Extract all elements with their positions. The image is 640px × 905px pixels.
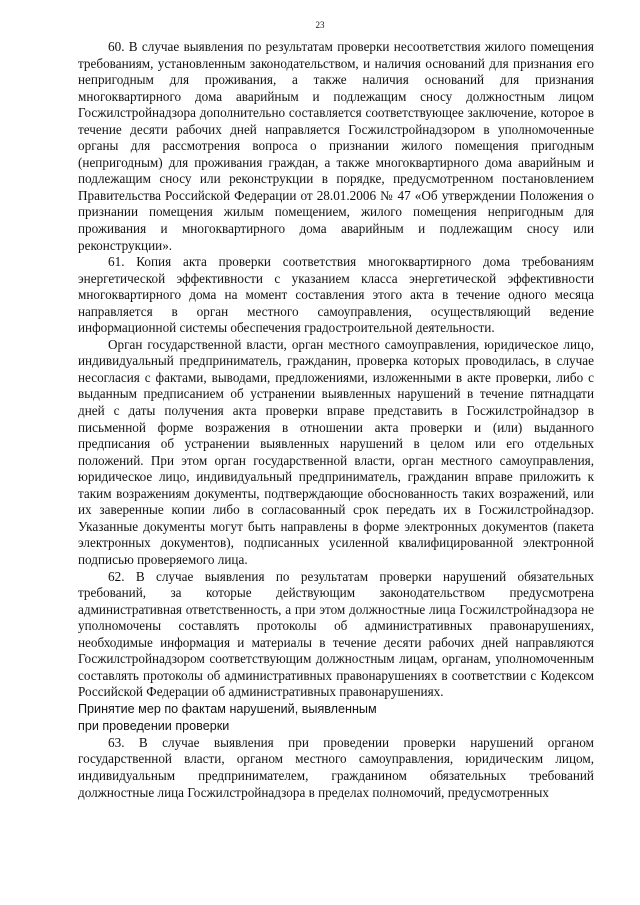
paragraph-63: 63. В случае выявления при проведении проверки нарушений органом государственной власти, органом местного самоуправления, юридическим лицом, индивидуальным предпринимателем, гражданином обязательных требований должностные лица Госжилстройнадзора в пределах полномочий, предусмотренных — [78, 734, 594, 800]
paragraph-objections: Орган государственной власти, орган местного самоуправления, юридическое лицо, индивидуальный предприниматель, гражданин, проверка которых проводилась, в случае несогласия с фактами, выводами, предложениями, изложенными в акте проверки, либо с выданным предписанием об устранении выявленных нарушений в течение пятнадцати дней с даты получения акта проверки вправе представить в Госжилстройнадзор в письменной форме возражения в отношении акта проверки и (или) выданного предписания об устранении выявленных нарушений в целом или его отдельных положений. При этом орган государственной власти, орган местного самоуправления, юридическое лицо, индивидуальный предприниматель, гражданин вправе приложить к таким возражениям документы, подтверждающие обоснованность таких возражений, или их заверенные копии либо в согласованный срок передать их в Госжилстройнадзор. Указанные документы могут быть направлены в форме электронных документов (пакета электронных документов), подписанных усиленной квалифицированной электронной подписью проверяемого лица. — [78, 336, 594, 567]
section-heading — [78, 701, 594, 735]
section-heading-line-2: при проведении проверки — [78, 718, 230, 733]
paragraph-61: 61. Копия акта проверки соответствия многоквартирного дома требованиям энергетической эффективности с указанием класса энергетической эффективности многоквартирного дома на момент составления этого акта в течение одного месяца направляется в орган местного самоуправления, осуществляющий ведение информационной системы обеспечения градостроительной деятельности. — [78, 254, 594, 336]
paragraph-62: 62. В случае выявления по результатам проверки нарушений обязательных требований, за которые действующим законодательством предусмотрена административная ответственность, а при этом должностные лица Госжилстройнадзора не уполномочены составлять протоколы об административных правонарушениях, необходимые информация и материалы в течение десяти рабочих дней направляются Госжилстройнадзором соответствующим должностным лицам, органам, уполномоченным составлять протоколы об административных правонарушениях в соответствии с Кодексом Российской Федерации об административных правонарушениях. — [78, 568, 594, 700]
document-body — [78, 39, 594, 801]
page-number: 23 — [315, 20, 325, 30]
paragraph-60: 60. В случае выявления по результатам проверки несоответствия жилого помещения требованиям, установленным законодательством, и наличия оснований для признания его непригодным для проживания, а также наличия оснований для признания многоквартирного дома аварийным и подлежащим сносу должностным лицом Госжилстройнадзора дополнительно составляется соответствующее заключение, которое в течение десяти рабочих дней направляется Госжилстройнадзором в уполномоченные органы для рассмотрения вопроса о признании жилого помещения пригодным (непригодным) для проживания граждан, а также многоквартирного дома аварийным и подлежащим сносу или реконструкции в порядке, предусмотренном постановлением Правительства Российской Федерации от 28.01.2006 № 47 «Об утверждении Положения о признании помещения жилым помещением, жилого помещения непригодным для проживания и многоквартирного дома аварийным и подлежащим сносу или реконструкции». — [78, 39, 594, 253]
section-heading-line-1: Принятие мер по фактам нарушений, выявленным — [78, 701, 377, 716]
